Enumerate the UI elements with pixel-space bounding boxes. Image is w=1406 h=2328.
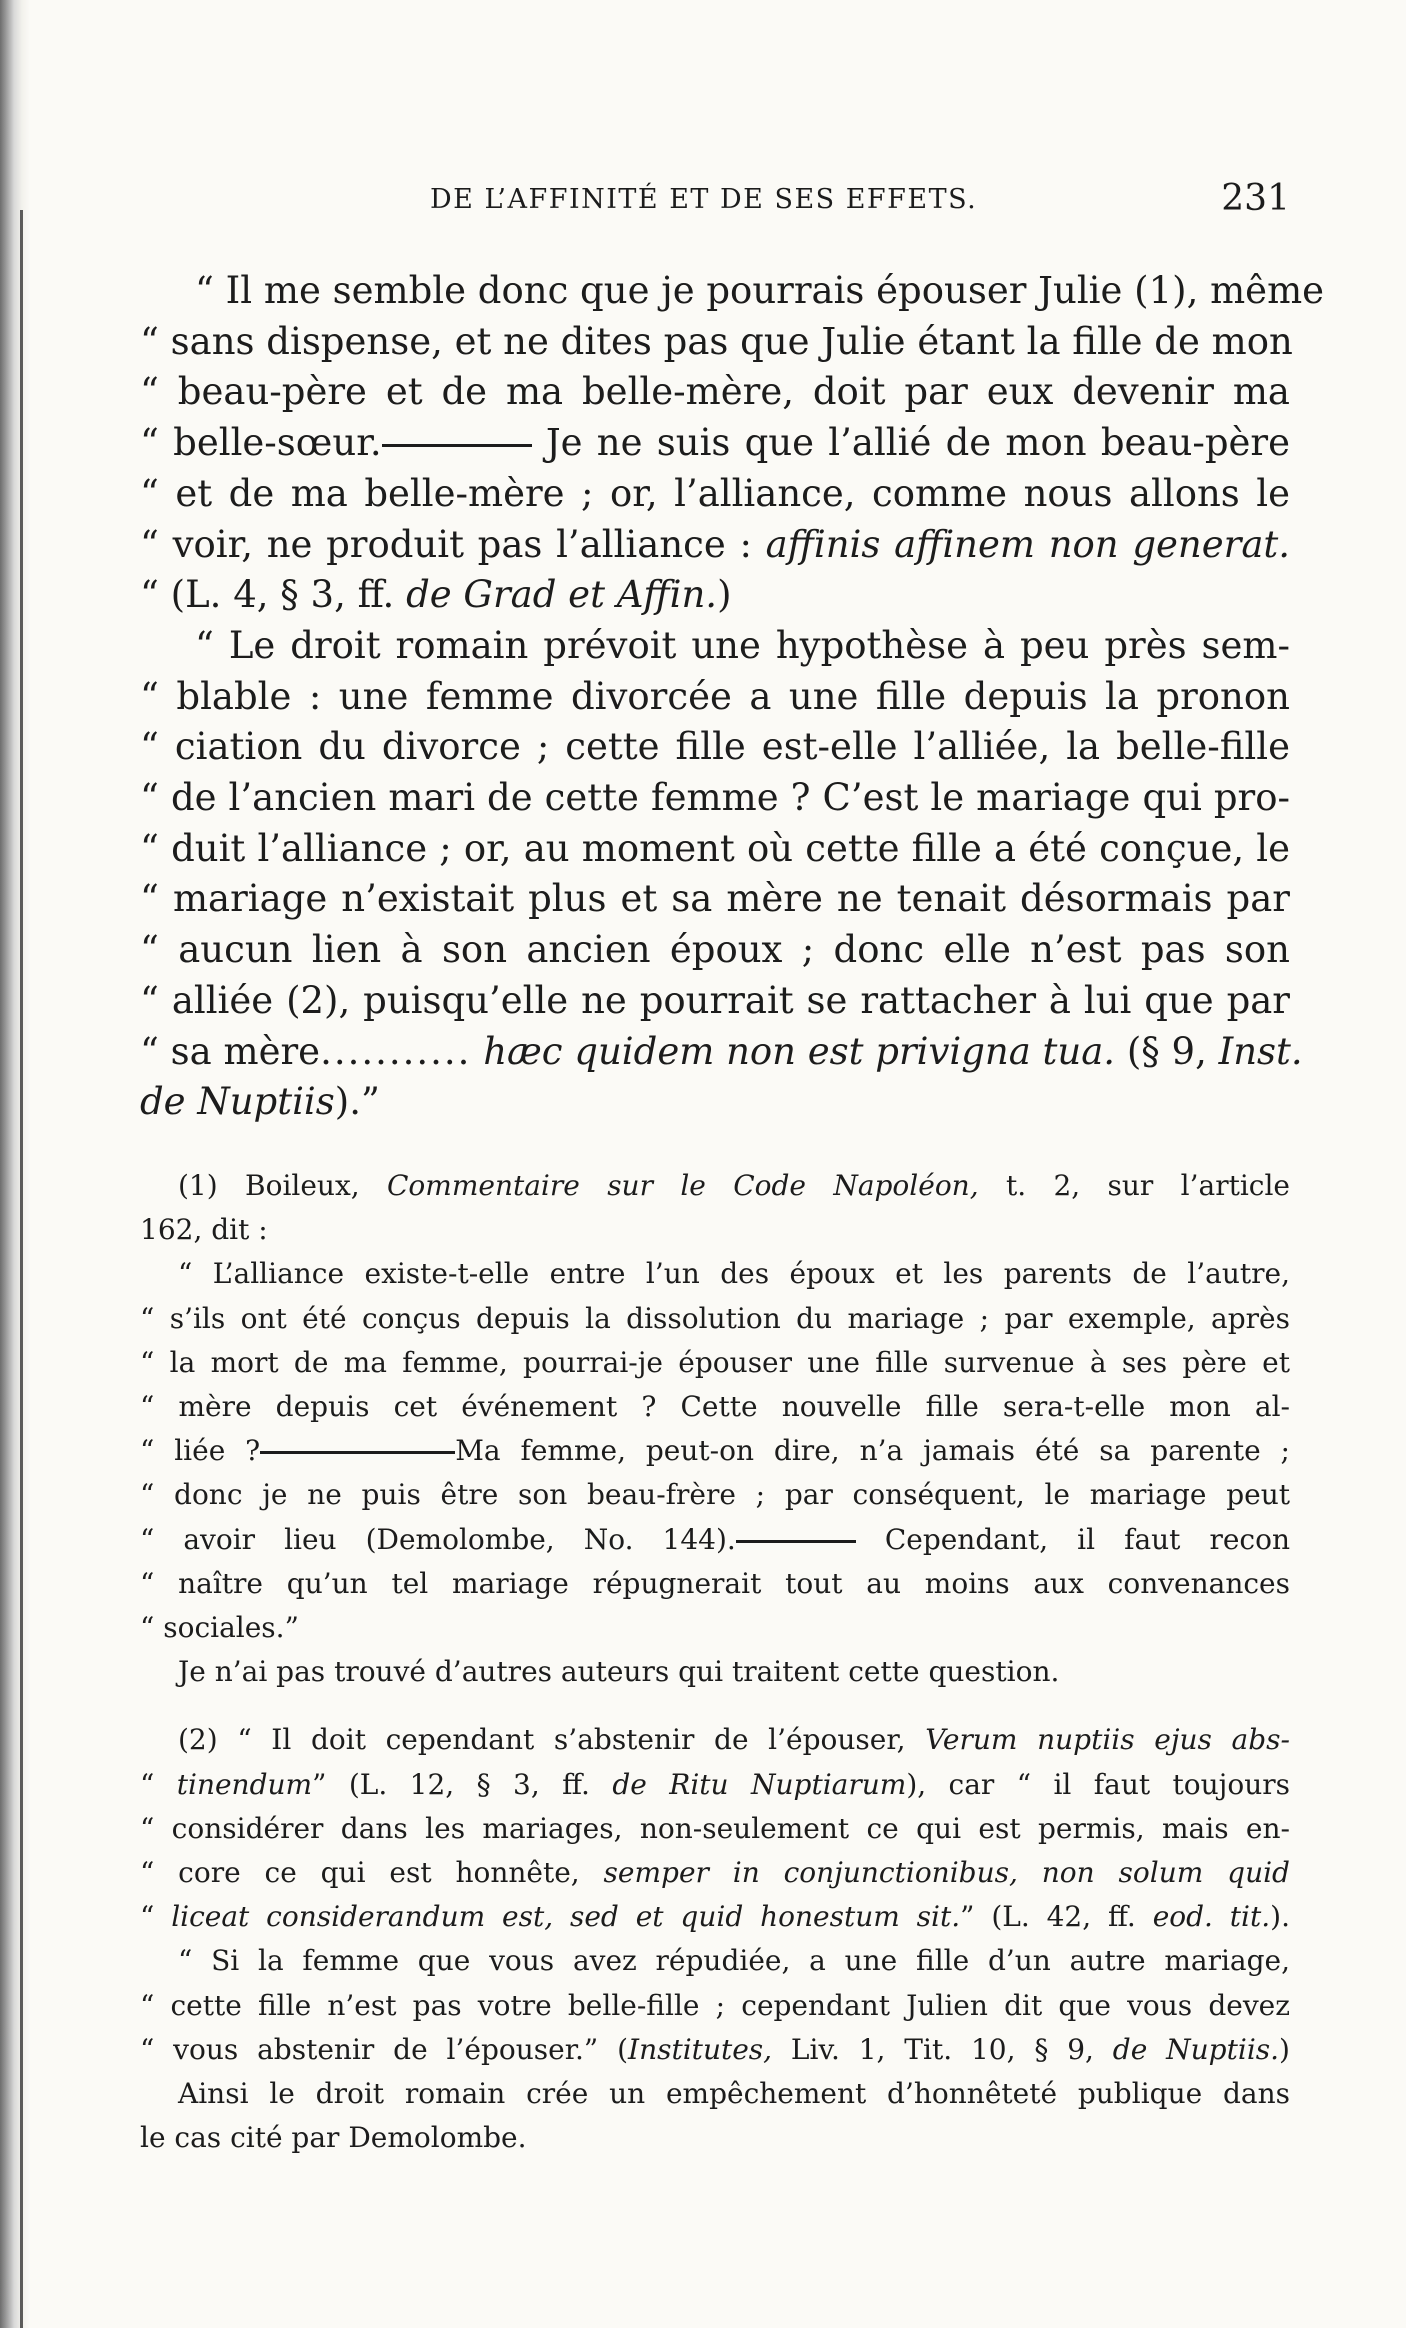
text-line: “ alliée (2), puisqu’elle ne pourrait se rattacher à lui que par bbox=[140, 978, 1290, 1022]
footnote-line: Je n’ai pas trouvé d’autres auteurs qui traitent cette question. bbox=[178, 1655, 1060, 1689]
footnote-line: “ la mort de ma femme, pourrai-je épouser une fille survenue à ses père et bbox=[140, 1345, 1290, 1379]
text-line: “ mariage n’existait plus et sa mère ne tenait désormais par bbox=[140, 877, 1290, 921]
text-line: “ de l’ancien mari de cette femme ? C’est le mariage qui pro- bbox=[140, 776, 1290, 820]
footnote-line: “ considérer dans les mariages, non-seulement ce qui est permis, mais en- bbox=[140, 1811, 1290, 1845]
text-line: “ Il me semble donc que je pourrais épouser Julie (1), même bbox=[195, 269, 1325, 312]
footnote-line: “ cette fille n’est pas votre belle-fille ; cependant Julien dit que vous devez bbox=[140, 1988, 1290, 2022]
footnote-line: “ avoir lieu (Demolombe, No. 144). Cependant, il faut recon bbox=[140, 1522, 1290, 1556]
text-line: “ sans dispense, et ne dites pas que Julie étant la fille de mon bbox=[140, 319, 1293, 363]
footnote-line: “ L’alliance existe-t-elle entre l’un des époux et les parents de l’autre, bbox=[178, 1257, 1290, 1291]
footnote-line: “ vous abstenir de l’épouser.” (Institutes, Liv. 1, Tit. 10, § 9, de Nuptiis.) bbox=[140, 2032, 1290, 2066]
footnote-line: “ tinendum” (L. 12, § 3, ff. de Ritu Nuptiarum), car “ il faut toujours bbox=[140, 1767, 1290, 1801]
text-line: “ duit l’alliance ; or, au moment où cette fille a été conçue, le bbox=[140, 826, 1290, 870]
page-edge-shadow bbox=[0, 0, 30, 2328]
page-number: 231 bbox=[1221, 178, 1290, 219]
main-text bbox=[140, 266, 1325, 1128]
em-dash-rule bbox=[736, 1540, 856, 1543]
text-line: “ beau-père et de ma belle-mère, doit par eux devenir ma bbox=[140, 370, 1290, 414]
footnote-line: 162, dit : bbox=[140, 1213, 268, 1247]
text-line: “ Le droit romain prévoit une hypothèse à peu près sem- bbox=[195, 623, 1290, 667]
footnote-line: “ naître qu’un tel mariage répugnerait tout au moins aux convenances bbox=[140, 1566, 1290, 1600]
footnote-line: le cas cité par Demolombe. bbox=[140, 2121, 527, 2155]
text-line: “ belle-sœur. Je ne suis que l’allié de mon beau-père bbox=[140, 421, 1290, 465]
footnote-line: “ donc je ne puis être son beau-frère ; par conséquent, le mariage peut bbox=[140, 1478, 1290, 1512]
footnote-2 bbox=[140, 1718, 1290, 2160]
text-line: “ ciation du divorce ; cette fille est-elle l’alliée, la belle-fille bbox=[140, 725, 1290, 769]
footnote-1 bbox=[140, 1164, 1290, 1694]
footnote-line: “ mère depuis cet événement ? Cette nouvelle fille sera-t-elle mon al- bbox=[140, 1389, 1290, 1423]
footnote-line: (2) “ Il doit cependant s’abstenir de l’épouser, Verum nuptiis ejus abs- bbox=[178, 1723, 1291, 1757]
footnote-line: “ liceat considerandum est, sed et quid honestum sit.” (L. 42, ff. eod. tit.). bbox=[140, 1900, 1290, 1934]
em-dash-rule bbox=[382, 444, 532, 447]
page-header bbox=[430, 178, 1290, 226]
footnote-line: (1) Boileux, Commentaire sur le Code Napoléon, t. 2, sur l’article bbox=[178, 1168, 1290, 1202]
footnote-line: “ sociales.” bbox=[140, 1610, 299, 1644]
text-line: “ voir, ne produit pas l’alliance : affinis affinem non generat. bbox=[140, 522, 1291, 566]
text-line: “ blable : une femme divorcée a une fille depuis la pronon bbox=[140, 674, 1290, 718]
footnote-line: “ core ce qui est honnête, semper in conjunctionibus, non solum quid bbox=[140, 1856, 1290, 1889]
text-line: “ et de ma belle-mère ; or, l’alliance, comme nous allons le bbox=[140, 471, 1290, 515]
text-line: de Nuptiis).” bbox=[140, 1080, 380, 1124]
text-line: “ aucun lien à son ancien époux ; donc elle n’est pas son bbox=[140, 928, 1290, 972]
text-line: “ (L. 4, § 3, ff. de Grad et Affin.) bbox=[140, 573, 732, 617]
footnote-line: “ Si la femme que vous avez répudiée, a une fille d’un autre mariage, bbox=[178, 1944, 1290, 1978]
running-head: DE L’AFFINITÉ ET DE SES EFFETS. bbox=[430, 184, 978, 215]
footnote-line: “ liée ? Ma femme, peut-on dire, n’a jamais été sa parente ; bbox=[140, 1434, 1290, 1468]
page-content bbox=[140, 266, 1325, 2160]
footnote-line: Ainsi le droit romain crée un empêchement d’honnêteté publique dans bbox=[178, 2077, 1290, 2111]
em-dash-rule bbox=[260, 1451, 455, 1454]
text-line: “ sa mère........... hæc quidem non est privigna tua. (§ 9, Inst. bbox=[140, 1029, 1303, 1073]
binding-edge-line bbox=[20, 210, 23, 2328]
footnote-line: “ s’ils ont été conçus depuis la dissolution du mariage ; par exemple, après bbox=[140, 1301, 1290, 1335]
